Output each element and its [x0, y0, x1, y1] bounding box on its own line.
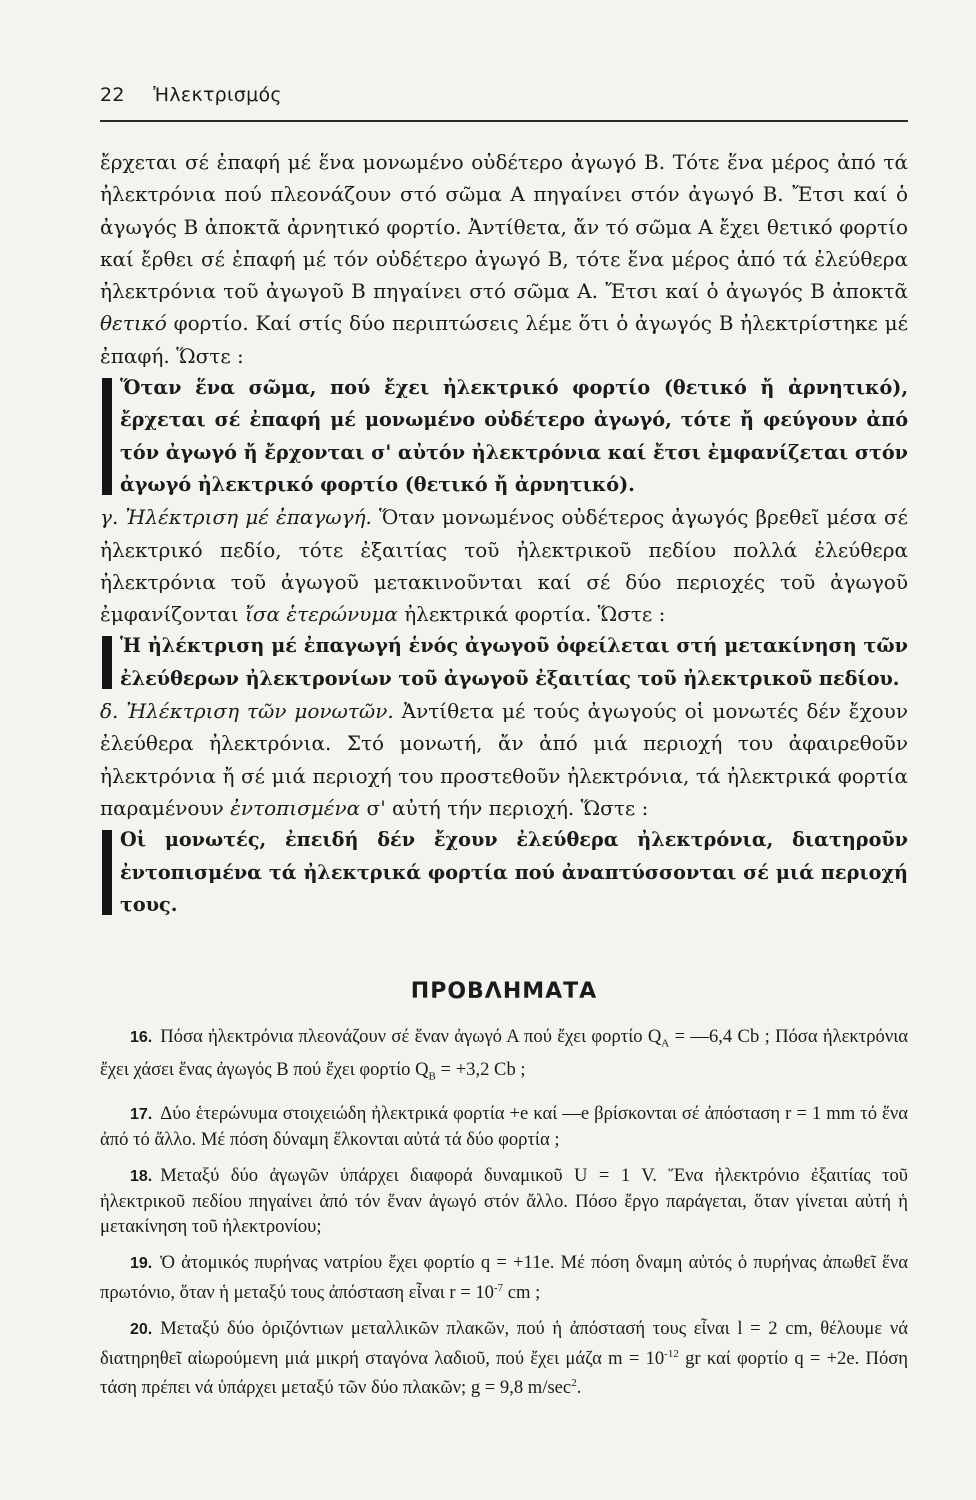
page-body	[100, 146, 908, 1411]
page-header	[100, 84, 908, 106]
rule-box-insulators	[100, 824, 908, 921]
rule-text: Οἱ μονωτές, ἐπειδή δέν ἔχουν ἐλεύθερα ἠλεκτρόνια, διατηροῦν ἐντοπισμένα τά ἠλεκτρικά φορτία πού ἀναπτύσσονται σέ μιά περιοχή τους.	[120, 828, 908, 916]
rule-box-induction	[100, 630, 908, 695]
rule-bar	[102, 378, 112, 495]
problem-item: 16. Πόσα ἠλεκτρόνια πλεονάζουν σέ ἕναν ἀγωγό Α πού ἔχει φορτίο $Q_A$ = —6,4 Cb ; Πόσα ἠλεκτρόνια ἔχει χάσει ἕνας ἀγωγός Β πού ἔχει φορτίο $Q_B = +3,2$ Cb ;	[100, 1026, 909, 1083]
paragraph-induction: γ. Ἠλέκτριση μέ ἐπαγωγή. Ὅταν μονωμένος οὐδέτερος ἀγωγός βρεθεῖ μέσα σέ ἠλεκτρικό πεδίο, τότε ἐξαιτίας τοῦ ἠλεκτρικοῦ πεδίου πολλά ἐλεύθερα ἠλεκτρόνια τοῦ ἀγωγοῦ μετακινοῦνται καί σέ δύο περιοχές τοῦ ἀγωγοῦ ἐμφανίζονται ἴσα ἑτερώνυμα ἠλεκτρικά φορτία. Ὥστε :	[100, 505, 909, 627]
problem-item: 19. Ὁ ἀτομικός πυρήνας νατρίου ἔχει φορτίο q = +11e. Μέ πόση δναμη αὐτός ὁ πυρήνας ἀπωθεῖ ἕνα πρωτόνιο, ὅταν ἡ μεταξύ τους ἀπόσταση εἶναι $r = 10^{-7}$ cm ;	[100, 1251, 908, 1303]
problem-item: 17. Δύο ἑτερώνυμα στοιχειώδη ἠλεκτρικά φορτία +e καί —e βρίσκονται σέ ἀπόσταση r = 1 mm τό ἕνα ἀπό τό ἄλλο. Μέ πόση δύναμη ἕλκονται αὐτά τά δύο φορτία ;	[100, 1102, 908, 1150]
chapter-title: Ἠλεκτρισμός	[153, 84, 282, 106]
problem-item: 18. Μεταξύ δύο ἀγωγῶν ὑπάρχει διαφορά δυναμικοῦ U = 1 V. Ἕνα ἠλεκτρόνιο ἐξαιτίας τοῦ ἠλεκτρικοῦ πεδίου πηγαίνει ἀπό τόν ἕναν ἀγωγό στόν ἄλλο. Πόσο ἔργο παράγεται, ὅταν γίνεται αὐτή ἡ μετακίνηση τοῦ ἠλεκτρονίου;	[100, 1164, 908, 1237]
header-rule	[100, 120, 908, 122]
rule-bar	[102, 636, 112, 689]
rule-text: Ἡ ἠλέκτριση μέ ἐπαγωγή ἑνός ἀγωγοῦ ὀφείλεται στή μετακίνηση τῶν ἐλεύθερων ἠλεκτρονίων τοῦ ἀγωγοῦ ἐξαιτίας τοῦ ἠλεκτρικοῦ πεδίου.	[120, 634, 908, 690]
rule-text: Ὅταν ἕνα σῶμα, πού ἔχει ἠλεκτρικό φορτίο (θετικό ἤ ἀρνητικό), ἔρχεται σέ ἐπαφή μέ μονωμένο οὐδέτερο ἀγωγό, τότε ἤ φεύγουν ἀπό τόν ἀγωγό ἤ ἔρχονται σ' αὐτόν ἠλεκτρόνια καί ἔτσι ἐμφανίζεται στόν ἀγωγό ἠλεκτρικό φορτίο (θετικό ἤ ἀρνητικό).	[120, 376, 908, 496]
rule-bar	[102, 830, 112, 915]
problem-item: 20. Μεταξύ δύο ὁριζόντιων μεταλλικῶν πλακῶν, πού ἡ ἀπόστασή τους εἶναι l = 2 cm, θέλουμε νά διατηρηθεῖ αἰωρούμενη μιά μικρή σταγόνα λαδιοῦ, πού ἔχει μάζα $m = 10^{-12}$ gr καί φορτίο q = +2e. Πόση τάση πρέπει νά ὑπάρχει μεταξύ τῶν δύο πλακῶν; g = 9,8 $m/\sec^2$.	[100, 1317, 908, 1399]
section-heading: γ. Ἠλέκτριση μέ ἐπαγωγή.	[100, 505, 372, 530]
section-heading: δ. Ἠλέκτριση τῶν μονωτῶν.	[100, 699, 394, 724]
paragraph-contact: ἔρχεται σέ ἐπαφή μέ ἕνα μονωμένο οὐδέτερο ἀγωγό Β. Τότε ἕνα μέρος ἀπό τά ἠλεκτρόνια πού πλεονάζουν στό σῶμα Α πηγαίνει στόν ἀγωγό Β. Ἔτσι καί ὁ ἀγωγός Β ἀποκτᾶ ἀρνητικό φορτίο. Ἀντίθετα, ἄν τό σῶμα Α ἔχει θετικό φορτίο καί ἔρθει σέ ἐπαφή μέ τόν οὐδέτερο ἀγωγό Β, τότε ἕνα μέρος ἀπό τά ἐλεύθερα ἠλεκτρόνια τοῦ ἀγωγοῦ Β πηγαίνει στό σῶμα Α. Ἔτσι καί ὁ ἀγωγός Β ἀποκτᾶ θετικό φορτίο. Καί στίς δύο περιπτώσεις λέμε ὅτι ὁ ἀγωγός Β ἠλεκτρίστηκε μέ ἐπαφή. Ὥστε :	[100, 150, 909, 368]
paragraph-insulators: δ. Ἠλέκτριση τῶν μονωτῶν. Ἀντίθετα μέ τούς ἀγωγούς οἱ μονωτές δέν ἔχουν ἐλεύθερα ἠλεκτρόνια. Στό μονωτή, ἄν ἀπό μιά περιοχή του ἀφαιρεθοῦν ἠλεκτρόνια ἤ σέ μιά περιοχή του προστεθοῦν ἠλεκτρόνια, τά ἠλεκτρικά φορτία παραμένουν ἐντοπισμένα σ' αὐτή τήν περιοχή. Ὥστε :	[100, 699, 909, 820]
rule-box-contact	[100, 372, 908, 501]
page-number: 22	[100, 84, 125, 106]
problems-list	[100, 1024, 908, 1400]
problems-heading: ΠΡΟΒΛΗΜΑΤΑ	[410, 979, 598, 1005]
